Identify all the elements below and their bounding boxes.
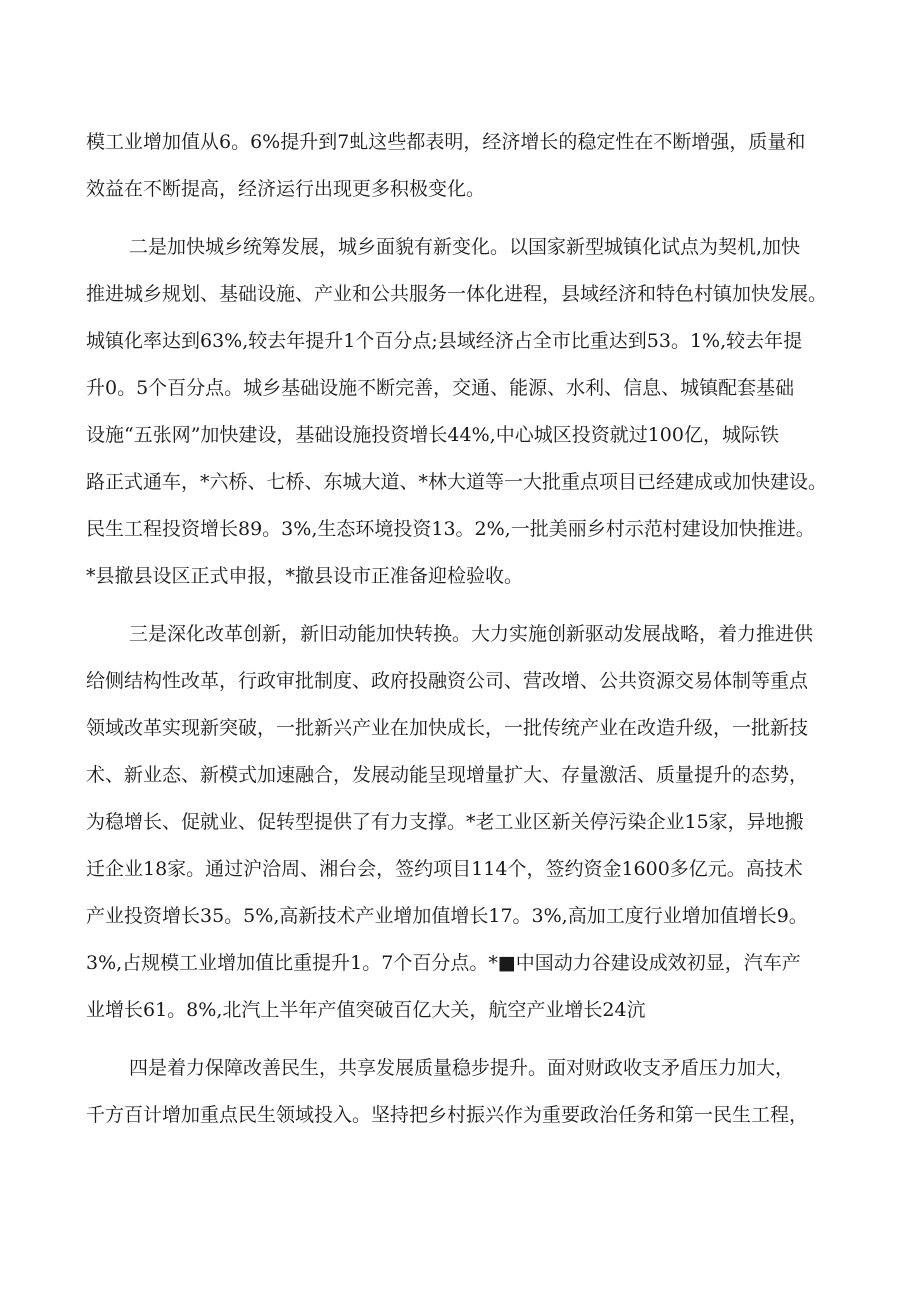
text-line	[0, 1096, 920, 1134]
line-text: 领域改革实现新突破，一批新兴产业在加快成长，一批传统产业在改造升级，一批新技	[86, 717, 809, 739]
line-text: *县撤县设区正式申报，*撤县设市正准备迎检验收。	[86, 565, 524, 587]
text-line	[0, 557, 920, 595]
text-line	[0, 275, 920, 313]
text-line	[0, 850, 920, 888]
text-line	[0, 416, 920, 454]
text-line	[0, 228, 920, 266]
text-line	[0, 123, 920, 161]
line-text: 路正式通车，*六桥、七桥、东城大道、*林大道等一大批重点项目已经建成或加快建设。	[86, 471, 828, 493]
text-line	[0, 803, 920, 841]
line-text: 四是着力保障改善民生，共享发展质量稳步提升。面对财政收支矛盾压力加大，	[129, 1057, 795, 1079]
text-line	[0, 1049, 920, 1087]
line-text: 迁企业18家。通过沪洽周、湘台会，签约项目114个，签约资金1600多亿元。高技术	[86, 858, 803, 880]
line-text: 为稳增长、促就业、促转型提供了有力支撑。*老工业区新关停污染企业15家，异地搬	[86, 811, 804, 833]
text-line	[0, 322, 920, 360]
line-text: 术、新业态、新模式加速融合，发展动能呈现增量扩大、存量激活、质量提升的态势，	[86, 764, 809, 786]
text-line	[0, 615, 920, 653]
line-text: 升0。5个百分点。城乡基础设施不断完善，交通、能源、水利、信息、城镇配套基础	[86, 377, 795, 399]
text-line	[0, 510, 920, 548]
text-line	[0, 709, 920, 747]
text-line	[0, 662, 920, 700]
text-line	[0, 463, 920, 501]
line-text: 设施“五张网”加快建设，基础设施投资增长44%,中心城区投资就过100亿，城际铁	[86, 424, 779, 446]
line-text: 千方百计增加重点民生领域投入。坚持把乡村振兴作为重要政治任务和第一民生工程，	[86, 1104, 809, 1126]
line-text: 民生工程投资增长89。3%,生态环境投资13。2%,一批美丽乡村示范村建设加快推进。	[86, 518, 815, 540]
text-line	[0, 944, 920, 982]
text-line	[0, 991, 920, 1029]
line-text: 三是深化改革创新，新旧动能加快转换。大力实施创新驱动发展战略，着力推进供	[129, 623, 814, 645]
line-text: 二是加快城乡统筹发展，城乡面貌有新变化。以国家新型城镇化试点为契机,加快	[129, 236, 801, 258]
line-text: 给侧结构性改革，行政审批制度、政府投融资公司、营改增、公共资源交易体制等重点	[86, 670, 809, 692]
text-line	[0, 369, 920, 407]
line-text: 推进城乡规划、基础设施、产业和公共服务一体化进程，县域经济和特色村镇加快发展。	[86, 283, 828, 305]
text-line	[0, 170, 920, 208]
text-line	[0, 756, 920, 794]
line-text: 业增长61。8%,北汽上半年产值突破百亿大关，航空产业增长24沆	[86, 999, 646, 1021]
line-text: 效益在不断提高，经济运行出现更多积极变化。	[86, 178, 486, 200]
line-text: 模工业增加值从6。6%提升到7虬这些都表明，经济增长的稳定性在不断增强，质量和	[86, 131, 806, 153]
line-text: 3%,占规模工业增加值比重提升1。7个百分点。*■中国动力谷建设成效初显，汽车产	[86, 952, 801, 974]
text-line	[0, 897, 920, 935]
line-text: 产业投资增长35。5%,高新技术产业增加值增长17。3%,高加工度行业增加值增长9。	[86, 905, 808, 927]
line-text: 城镇化率达到63%,较去年提升1个百分点;县域经济占全市比重达到53。1%,较去年提	[86, 330, 803, 352]
